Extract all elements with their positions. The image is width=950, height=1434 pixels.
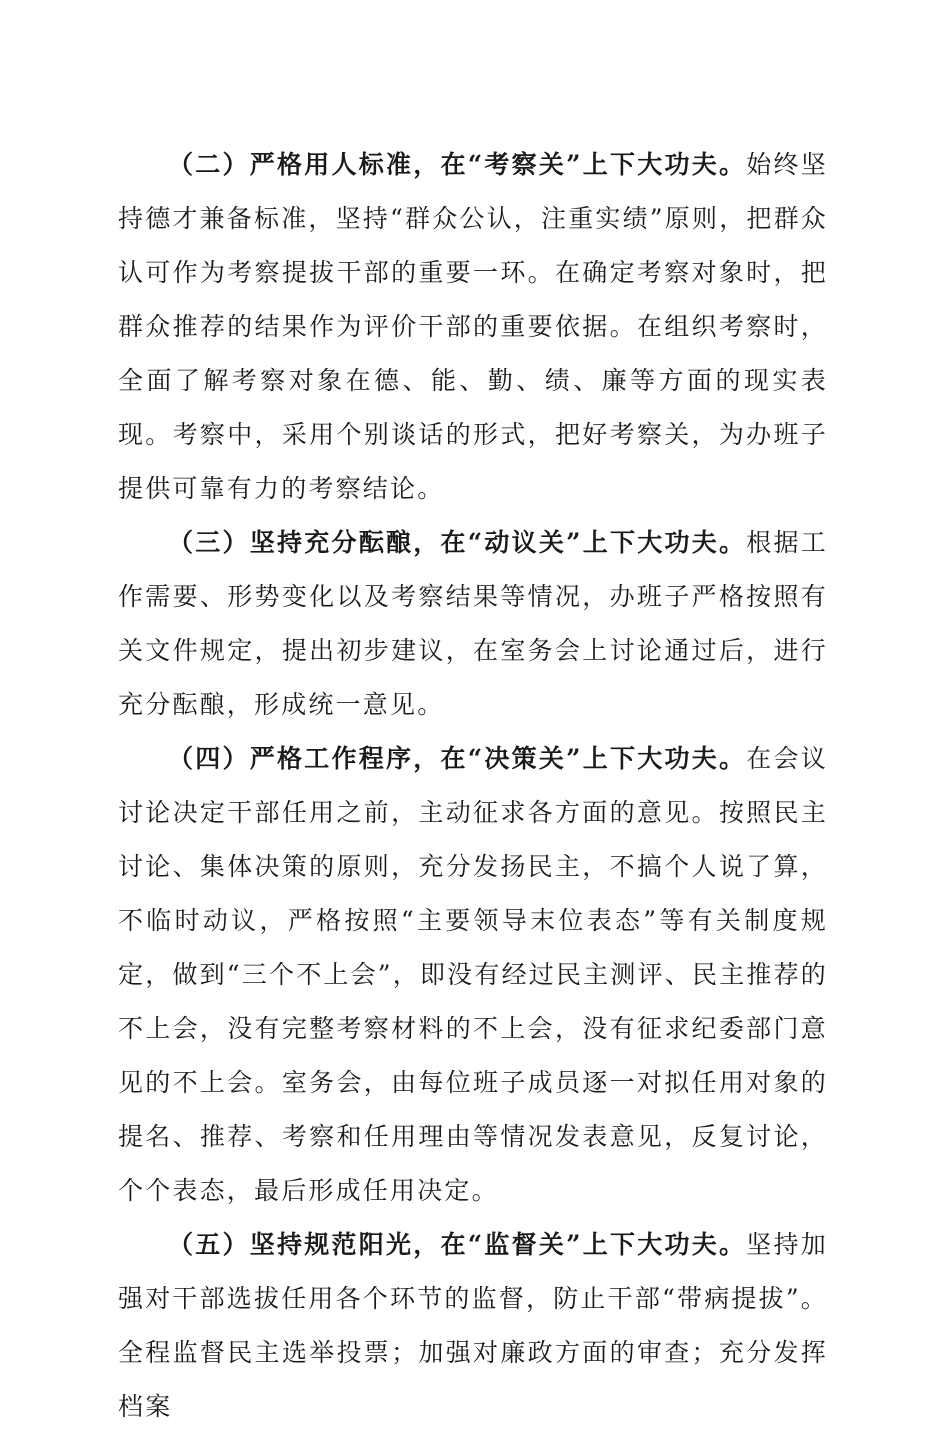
paragraph-heading: （五）坚持规范阳光，在“监督关”上下大功夫。 [168, 1230, 747, 1259]
document-body [118, 138, 828, 1434]
paragraph-text: 根据工作需要、形势变化以及考察结果等情况，办班子严格按照有关文件规定，提出初步建议，在室务会上讨论通过后，进行充分酝酿，形成统一意见。 [118, 528, 828, 719]
paragraph-text: 始终坚持德才兼备标准，坚持“群众公认，注重实绩”原则，把群众认可作为考察提拔干部的重要一环。在确定考察对象时，把群众推荐的结果作为评价干部的重要依据。在组织考察时，全面了解考察对象在德、能、勤、绩、廉等方面的现实表现。考察中，采用个别谈话的形式，把好考察关，为办班子提供可靠有力的考察结论。 [118, 150, 828, 503]
paragraph-decision [118, 732, 828, 1218]
paragraph-heading: （四）严格工作程序，在“决策关”上下大功夫。 [168, 744, 747, 773]
paragraph-inspection [118, 138, 828, 516]
paragraph-supervision [118, 1218, 828, 1434]
paragraph-text: 坚持加强对干部选拔任用各个环节的监督，防止干部“带病提拔”。全程监督民主选举投票；加强对廉政方面的审查；充分发挥档案 [118, 1230, 828, 1421]
paragraph-heading: （二）严格用人标准，在“考察关”上下大功夫。 [168, 150, 747, 179]
paragraph-heading: （三）坚持充分酝酿，在“动议关”上下大功夫。 [168, 528, 747, 557]
paragraph-deliberation [118, 516, 828, 732]
paragraph-text: 在会议讨论决定干部任用之前，主动征求各方面的意见。按照民主讨论、集体决策的原则，充分发扬民主，不搞个人说了算，不临时动议，严格按照“主要领导末位表态”等有关制度规定，做到“三个不上会”，即没有经过民主测评、民主推荐的不上会，没有完整考察材料的不上会，没有征求纪委部门意见的不上会。室务会，由每位班子成员逐一对拟任用对象的提名、推荐、考察和任用理由等情况发表意见，反复讨论，个个表态，最后形成任用决定。 [118, 744, 828, 1205]
